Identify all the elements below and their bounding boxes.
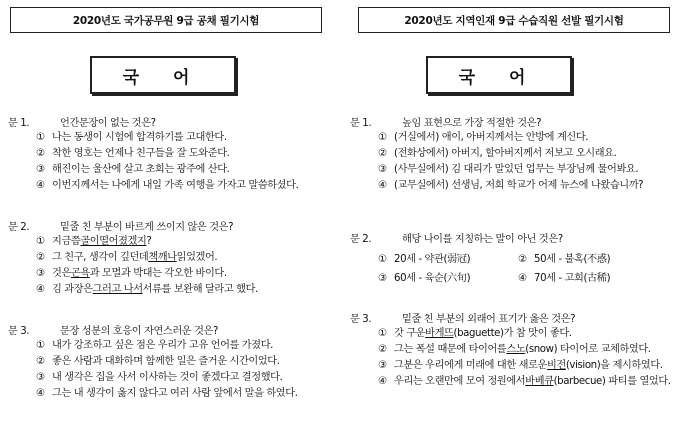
left-page-header: 2020년도 국가공무원 9급 공채 필기시험 [10,7,322,33]
option: ② 그는 폭설 때문에 타이어를 스노 (snow) 타이어로 교체하였다. [350,342,671,358]
left-question-2 [8,222,258,298]
option: ① (거실에서) 애이, 아버지께서는 안방에 계신다. [378,132,589,144]
question-stem: 해당 나이를 지칭하는 말이 아닌 것은? [402,234,563,245]
option-grid [350,250,658,288]
question-number: 문 2. [8,222,30,233]
question-number: 문 1. [350,118,372,129]
option: ④ 우리는 오랜만에 모여 정원에서 바베큐 (barbecue) 파티를 열었다. [350,374,671,390]
option: ② 착한 영호는 언제나 친구들을 잘 도와준다. [36,148,230,160]
right-question-2 [350,234,658,288]
question-stem: 밑줄 친 부분이 바르게 쓰이지 않은 것은? [60,222,234,233]
underlined-word: 바게뜨 [425,328,454,340]
option: ① 갓 구운 바게뜨 (baguette)가 참 맛이 좋다. [350,326,671,342]
option: ④ 이번지께서는 나에게 내일 가족 여행을 가자고 말씀하셨다. [36,180,299,192]
question-stem: 높임 표현으로 가장 적절한 것은? [402,118,542,129]
question-number: 문 1. [8,118,30,129]
underlined-word: 골이떨어졌겠지 [80,236,147,248]
option: ① 20세 - 약관(弱冠) [378,254,471,266]
option: ③ 것은 곤욕 과 모멸과 박대는 각오한 바이다. [8,266,258,282]
underlined-word: 그러고 나서 [92,284,143,296]
option: ① 지금쯤 골이떨어졌겠지 ? [8,234,258,250]
option: ② 그 친구, 생각이 깊던데 책깨나 읽었겠어. [8,250,258,266]
right-question-1 [350,118,643,194]
option: ④ 70세 - 고희(古稀) [518,273,611,285]
option: ② 좋은 사람과 대화하며 함께한 일은 즐거운 시간이었다. [36,356,280,368]
option: ③ 해진이는 울산에 살고 초희는 광주에 산다. [36,164,230,176]
option: ③ 60세 - 육순(六旬) [378,273,471,285]
underlined-word: 비전 [546,360,566,372]
option: ③ 내 생각은 집을 사서 이사하는 것이 좋겠다고 결정했다. [36,372,283,384]
option: ① 내가 강조하고 싶은 점은 우리가 고유 언어를 가졌다. [36,340,273,352]
underlined-word: 곤욕 [70,268,90,280]
question-stem: 언간문장이 없는 것은? [60,118,156,129]
underlined-word: 스노 [506,344,526,356]
option: ① 나는 동생이 시험에 합격하기를 고대한다. [36,132,227,144]
option: ③ (사무실에서) 김 대리가 말있던 업무는 부장님께 물어봐요. [378,164,639,176]
left-question-1 [8,118,298,194]
question-stem: 문장 성분의 호응이 자연스러운 것은? [60,326,218,337]
option: ④ 김 과장은 그러고 나서 서류를 보완해 달라고 했다. [8,282,258,298]
underlined-word: 바베큐 [525,376,554,388]
right-question-3 [350,314,671,390]
option: ④ 그는 내 생각이 옳지 않다고 여러 사람 앞에서 말을 하였다. [36,388,298,400]
question-number: 문 2. [350,234,372,245]
right-exam-page [340,0,680,432]
option: ③ 그분은 우리에게 미래에 대한 새로운 비전 (vision)을 제시하였다. [350,358,671,374]
question-stem: 밑줄 친 부분의 외래어 표기가 옳은 것은? [402,314,576,325]
option: ④ (교무실에서) 선생님, 저희 학교가 어제 뉴스에 나왔습니까? [378,180,644,192]
underlined-word: 책깨나 [148,252,177,264]
right-subject-title: 국 어 [426,56,572,94]
option: ② 50세 - 불혹(不惑) [518,254,611,266]
left-question-3 [8,326,298,402]
left-subject-title: 국 어 [90,56,236,94]
option: ② (전화상에서) 아버지, 할아버지께서 저보고 오시래요. [378,148,617,160]
right-page-header: 2020년도 지역인재 9급 수습직원 선발 필기시험 [358,7,670,33]
question-number: 문 3. [350,314,372,325]
question-number: 문 3. [8,326,30,337]
